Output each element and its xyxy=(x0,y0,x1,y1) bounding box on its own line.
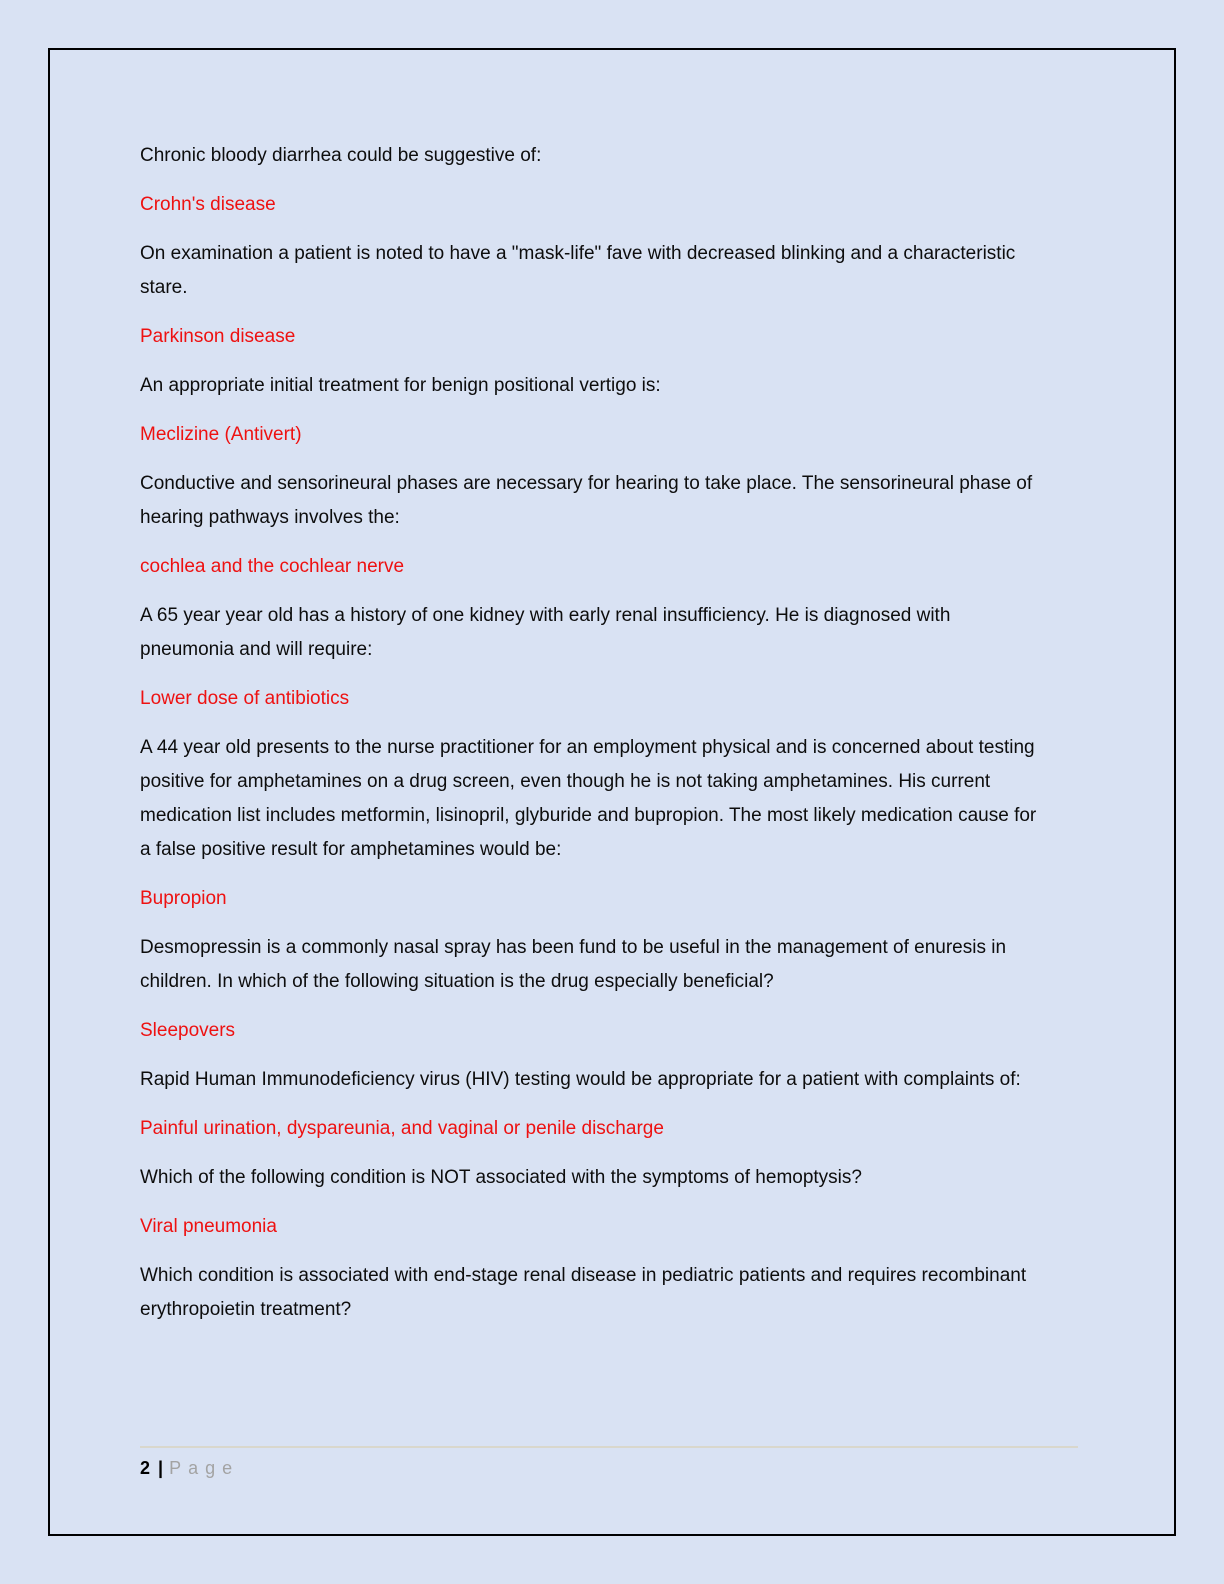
question-text: On examination a patient is noted to have a "mask-life" fave with decreased blinking and a characteristic stare. xyxy=(140,243,1016,298)
answer-text: Sleepovers xyxy=(140,1020,236,1041)
page-footer xyxy=(140,1446,1078,1479)
question-text: Chronic bloody diarrhea could be suggestive of: xyxy=(140,145,542,166)
question-text: Which of the following condition is NOT associated with the symptoms of hemoptysis? xyxy=(140,1167,862,1188)
footer-page-number: 2 xyxy=(140,1458,151,1478)
answer-text: Bupropion xyxy=(140,888,227,909)
answer-text: Lower dose of antibiotics xyxy=(140,688,350,709)
question-text: Which condition is associated with end-stage renal disease in pediatric patients and requires recombinant erythropoietin treatment? xyxy=(140,1265,1027,1320)
answer-text: Painful urination, dyspareunia, and vaginal or penile discharge xyxy=(140,1118,664,1139)
footer-divider xyxy=(140,1446,1078,1448)
question-text: Desmopressin is a commonly nasal spray has been fund to be useful in the management of enuresis in children. In which of the following situation is the drug especially beneficial? xyxy=(140,937,1007,992)
footer-separator: | xyxy=(158,1458,164,1478)
question-text: Conductive and sensorineural phases are necessary for hearing to take place. The sensorineural phase of hearing pathways involves the: xyxy=(140,473,1033,528)
answer-text: Meclizine (Antivert) xyxy=(140,424,302,445)
question-text: Rapid Human Immunodeficiency virus (HIV) testing would be appropriate for a patient with complaints of: xyxy=(140,1069,1021,1090)
answer-text: Parkinson disease xyxy=(140,326,296,347)
answer-text: cochlea and the cochlear nerve xyxy=(140,556,405,577)
question-text: An appropriate initial treatment for benign positional vertigo is: xyxy=(140,375,661,396)
question-text: A 65 year year old has a history of one kidney with early renal insufficiency. He is diagnosed with pneumonia and will require: xyxy=(140,605,951,660)
question-text: A 44 year old presents to the nurse practitioner for an employment physical and is concerned about testing positive for amphetamines on a drug screen, even though he is not taking amphetamines. His current medication list includes metformin, lisinopril, glyburide and bupropion. The most likely medication cause for a false positive result for amphetamines would be: xyxy=(140,737,1037,860)
answer-text: Viral pneumonia xyxy=(140,1216,277,1237)
answer-text: Crohn's disease xyxy=(140,194,276,215)
document-body xyxy=(140,139,1040,1342)
footer-page-label: Page xyxy=(169,1458,240,1478)
footer-text xyxy=(140,1457,1078,1479)
